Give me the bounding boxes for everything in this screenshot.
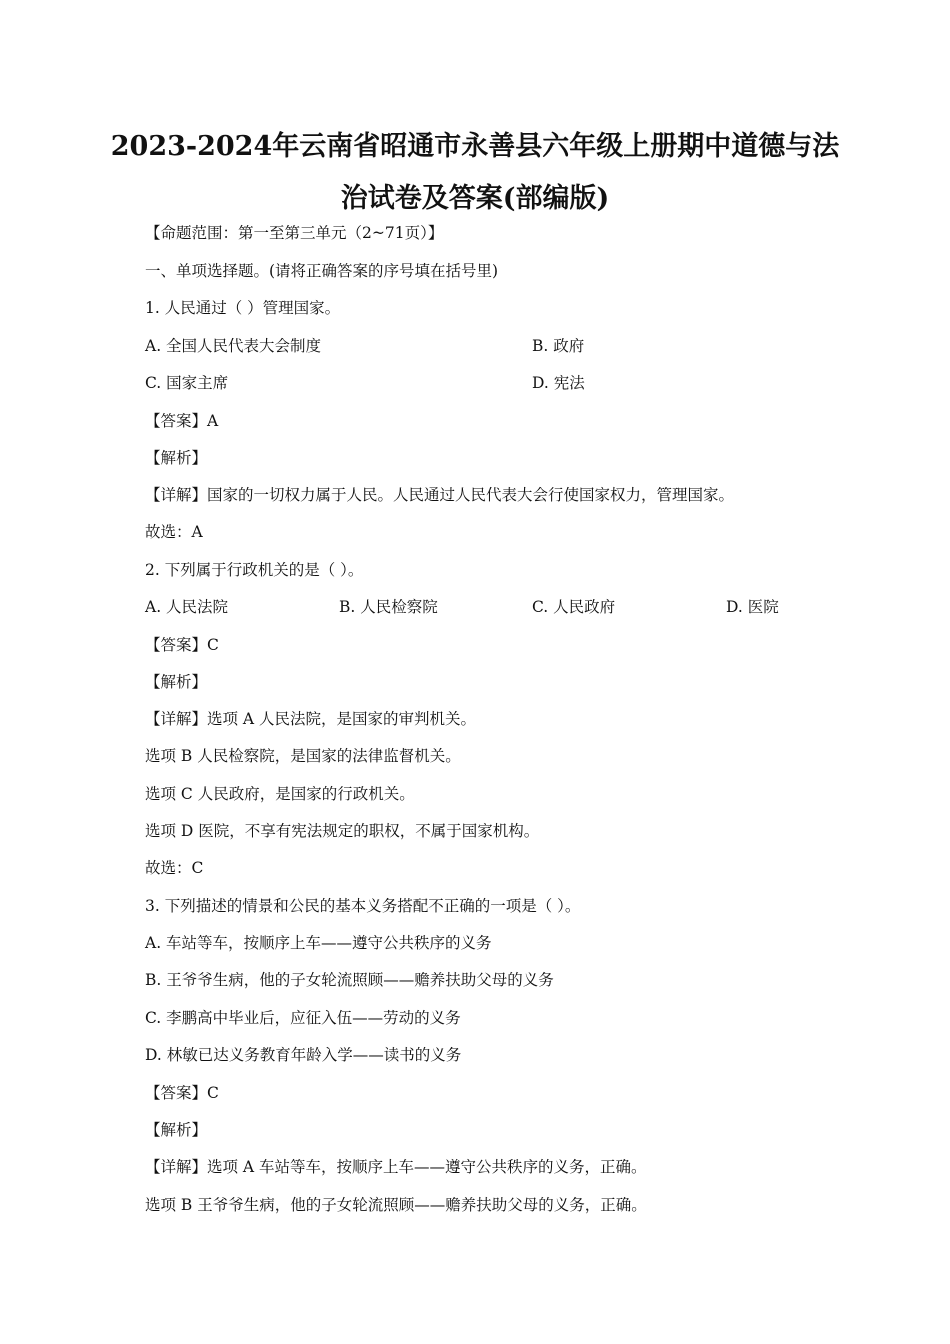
q3-stem: 3. 下列描述的情景和公民的基本义务搭配不正确的一项是（ ）。: [145, 897, 581, 915]
q1-option-a: A. 全国人民代表大会制度: [145, 337, 322, 355]
q1-option-b: B. 政府: [532, 337, 585, 355]
q3-option-b: B. 王爷爷生病，他的子女轮流照顾——赡养扶助父母的义务: [145, 971, 554, 989]
q2-detail-line: 【详解】选项 A 人民法院，是国家的审判机关。: [145, 710, 477, 728]
document-title-line-1: 2023-2024年云南省昭通市永善县六年级上册期中道德与法: [110, 131, 840, 162]
q2-option-d: D. 医院: [726, 598, 779, 616]
q3-analysis-heading: 【解析】: [145, 1121, 208, 1139]
q3-answer: 【答案】C: [145, 1084, 219, 1102]
document-title-line-2: 治试卷及答案(部编版): [340, 183, 610, 214]
q1-choice: 故选：A: [145, 523, 203, 541]
q2-stem: 2. 下列属于行政机关的是（ ）。: [145, 561, 364, 579]
q1-detail: 【详解】国家的一切权力属于人民。人民通过人民代表大会行使国家权力，管理国家。: [145, 486, 735, 504]
q3-option-d: D. 林敏已达义务教育年龄入学——读书的义务: [145, 1046, 462, 1064]
q2-answer: 【答案】C: [145, 636, 219, 654]
q1-option-c: C. 国家主席: [145, 374, 229, 392]
q2-option-a: A. 人民法院: [145, 598, 229, 616]
q2-option-b: B. 人民检察院: [339, 598, 438, 616]
q3-option-a: A. 车站等车，按顺序上车——遵守公共秩序的义务: [145, 934, 492, 952]
q2-option-c: C. 人民政府: [532, 598, 616, 616]
q2-detail-line: 选项 D 医院，不享有宪法规定的职权，不属于国家机构。: [145, 822, 540, 840]
q2-detail-line: 选项 C 人民政府，是国家的行政机关。: [145, 785, 415, 803]
q3-option-c: C. 李鹏高中毕业后，应征入伍——劳动的义务: [145, 1009, 461, 1027]
q2-analysis-heading: 【解析】: [145, 673, 208, 691]
q2-detail-line: 选项 B 人民检察院，是国家的法律监督机关。: [145, 747, 461, 765]
q1-analysis-heading: 【解析】: [145, 449, 208, 467]
q3-detail-line: 【详解】选项 A 车站等车，按顺序上车——遵守公共秩序的义务，正确。: [145, 1158, 647, 1176]
q3-detail-line: 选项 B 王爷爷生病，他的子女轮流照顾——赡养扶助父母的义务，正确。: [145, 1196, 647, 1214]
scope-note: 【命题范围：第一至第三单元（2~71页）】: [145, 224, 444, 242]
q1-stem: 1. 人民通过（ ）管理国家。: [145, 299, 341, 317]
section-heading: 一、单项选择题。(请将正确答案的序号填在括号里): [145, 262, 499, 280]
q2-choice: 故选：C: [145, 859, 204, 877]
q1-answer: 【答案】A: [145, 412, 219, 430]
q1-option-d: D. 宪法: [532, 374, 585, 392]
